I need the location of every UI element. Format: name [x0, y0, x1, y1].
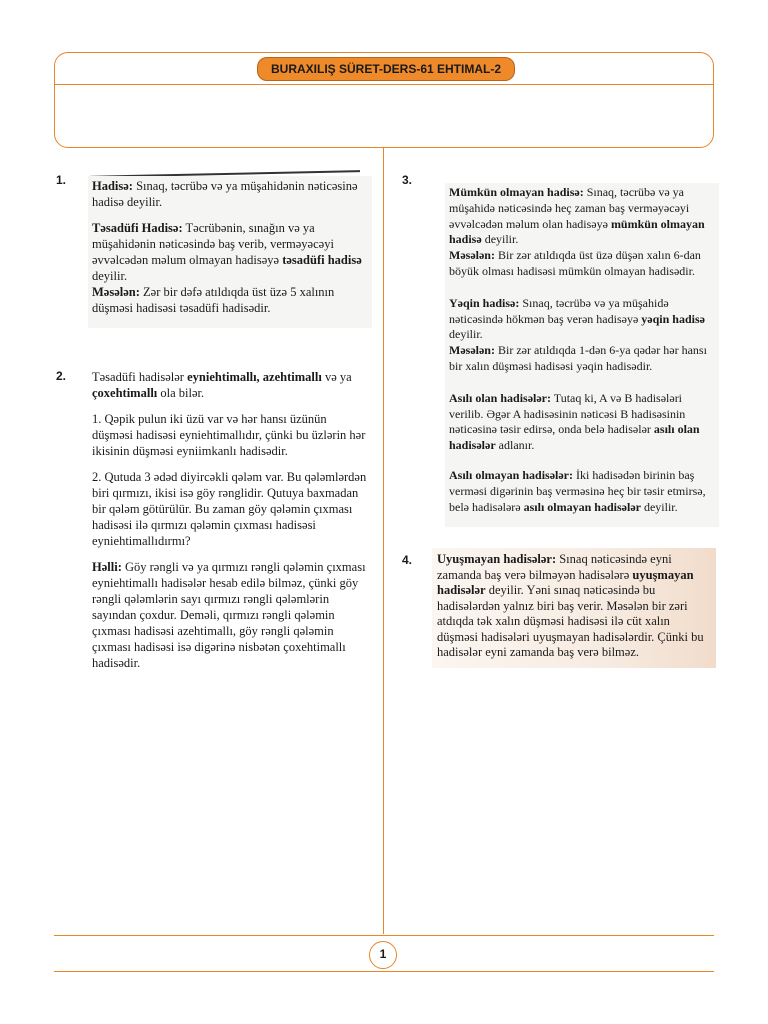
- footer-top-rule: [54, 935, 714, 936]
- footer-bottom-rule: [54, 971, 714, 972]
- section-1-text: [88, 176, 372, 328]
- page-number: 1: [369, 941, 397, 969]
- certain-event: Yəqin hadisə: Sınaq, təcrübə və ya müşahidə nəticəsində hökmən baş verən hadisəyə yəqin hadisə deyilir. Məsələn: Bir zər atıldıqda 1-dən 6-ya qədər hər hansı bir xalın düşməsi hadisəsi yəqin hadisədir.: [449, 295, 707, 373]
- section-number-1: 1.: [56, 173, 67, 187]
- independent-events: Asılı olmayan hadisələr: İki hadisədən birinin baş verməsi digərinin baş verməsinə heç bir təsir etmirsə, belə hadisələrə asılı olmayan hadisələr deyilir.: [449, 467, 706, 514]
- random-event-definition: Təsadüfi Hadisə: Təcrübənin, sınağın və ya müşahidənin nəticəsində baş verib, verməyəcəyi əvvəlcədən məlum olmayan hadisəyə təsadüfi hadisə deyilir. Məsələn: Zər bir dəfə atıldıqda üst üzə 5 xalının düşməsi hadisəsi təsadüfi hadisədir.: [92, 221, 362, 315]
- incompatible-events: Uyuşmayan hadisələr: Sınaq nəticəsində eyni zamanda baş verə bilməyən hadisələrə uyuşmayan hadisələr deyilir. Yəni sınaq nəticəsində bu hadisələrdən yalnız biri baş verir. Məsələn bir zəri atdıqda tək xalın düşməsi hadisəsi ilə cüt xalın düşməsi hadisələri uyuşmayan hadisələrdir. Çünki bu hadisələr eyni zamanda baş verə bilməz.: [437, 552, 704, 659]
- section-number-4: 4.: [402, 553, 413, 567]
- section-3-text: [445, 183, 719, 527]
- section-4-text: [432, 548, 716, 668]
- page-title: BURAXILIŞ SÜRET-DERS-61 EHTIMAL-2: [257, 57, 515, 81]
- coin-example: 1. Qəpik pulun iki üzü var və hər hansı üzünün düşməsi hadisəsi eyniehtimallıdır, çünki bu üzlərin hər ikisinin düşməsi eyniimkanlı hadisədir.: [92, 412, 366, 458]
- random-event-types: Təsadüfi hadisələr eyniehtimallı, azehtimallı və ya çoxehtimallı ola bilər.: [92, 370, 352, 400]
- header-divider: [54, 84, 714, 85]
- section-number-3: 3.: [402, 173, 413, 187]
- section-2-text: [88, 367, 374, 683]
- event-definition: Hadisə: Sınaq, təcrübə və ya müşahidənin nəticəsinə hadisə deyilir.: [92, 179, 358, 209]
- pen-solution: Həlli: Göy rəngli və ya qırmızı rəngli qələmin çıxması eyniehtimallı hadisələr hesab edilə bilməz, çünki göy rəngli qələmlərin sayı qırmızı rəngli qələmlərin sayından çoxdur. Deməli, qırmızı rəngli qələmin çıxması hadisəsi azehtimallı, göy rəngli qələmin çıxması hadisəsi isə digərinə nisbətən çoxehtimallı hadisədir.: [92, 560, 366, 670]
- impossible-event: Mümkün olmayan hadisə: Sınaq, təcrübə və ya müşahidə nəticəsində heç zaman baş verməyəcəyi əvvəlcədən məlum olan hadisəyə mümkün olmayan hadisə deyilir. Məsələn: Bir zər atıldıqda üst üzə düşən xalın 6-dan böyük olması hadisəsi mümkün olmayan hadisədir.: [449, 185, 705, 278]
- column-divider: [383, 148, 384, 934]
- section-number-2: 2.: [56, 369, 67, 383]
- dependent-events: Asılı olan hadisələr: Tutaq ki, A və B hadisələri verilib. Əgər A hadisəsinin nəticəsi B hadisəsinin nəticəsinə təsir edirsə, onda belə hadisələr asılı olan hadisələr adlanır.: [449, 390, 700, 453]
- pen-example: 2. Qutuda 3 ədəd diyircəkli qələm var. Bu qələmlərdən biri qırmızı, ikisi isə göy rənglidir. Qutuya baxmadan bir qələm götürülür. Bu zaman göy qələmin çıxması hadisəsi ilə qırmızı qələmin çıxması hadisəsi eyniehtimallıdırmı?: [92, 470, 367, 548]
